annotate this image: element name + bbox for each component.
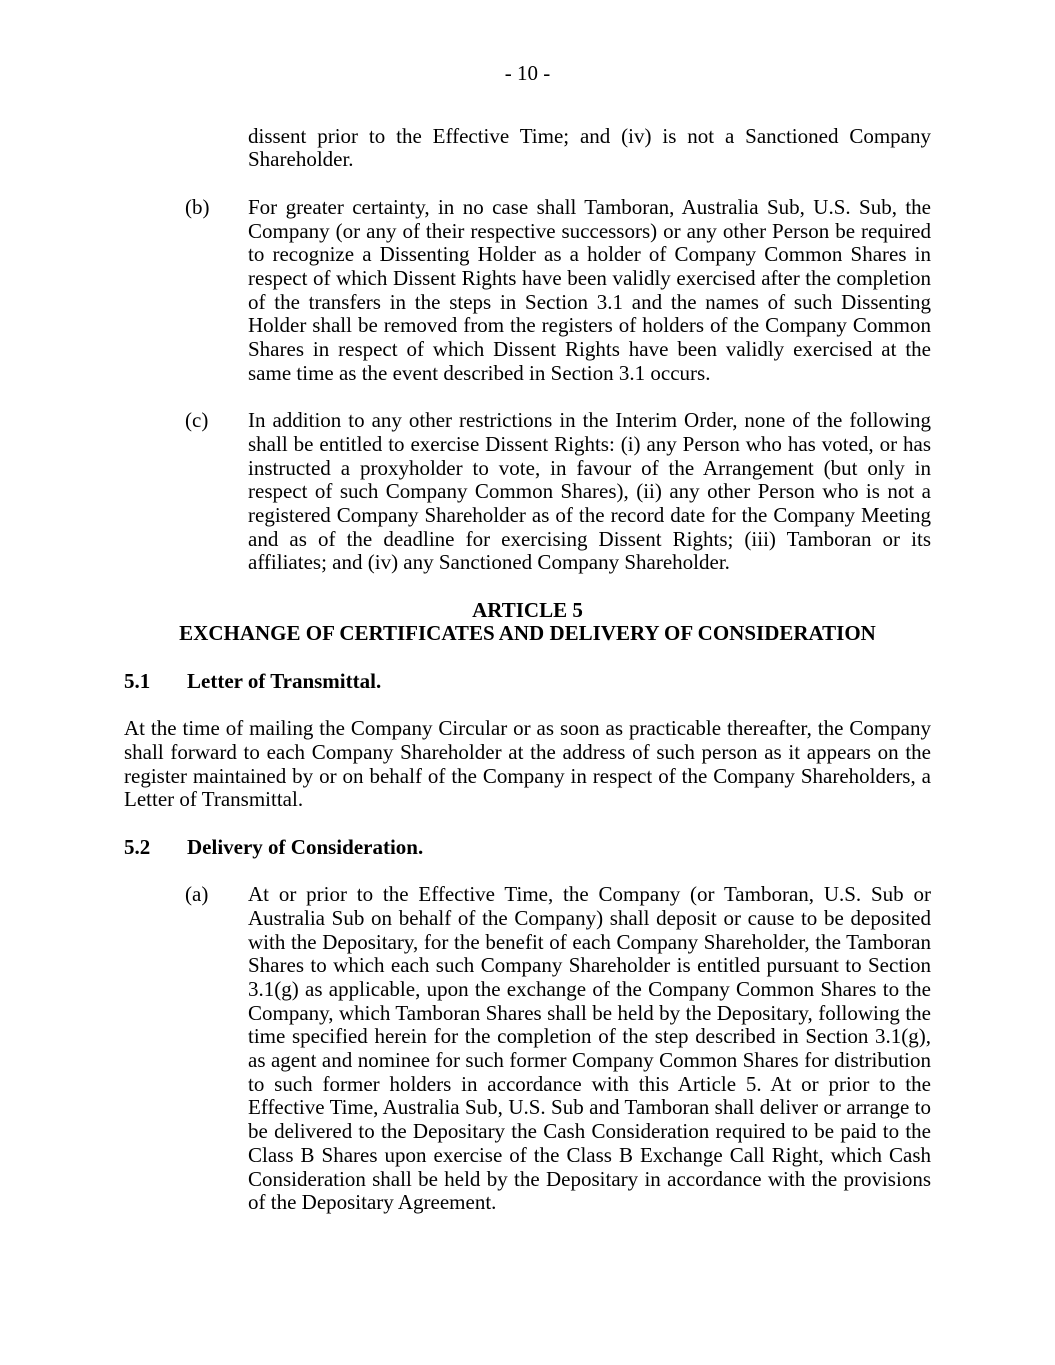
section-5-2-number: 5.2 [124,834,151,859]
section-5-1-heading [124,670,931,694]
clause-c [124,409,931,575]
clause-b-label: (b) [185,194,210,219]
article-5-subtitle: EXCHANGE OF CERTIFICATES AND DELIVERY OF CONSIDERATION [179,621,876,646]
clause-a [124,883,931,1215]
clause-b-text: For greater certainty, in no case shall Tamboran, Australia Sub, U.S. Sub, the Company (or any of their respective successors) or any other Person be required to recognize a Dissenting Holder as a holder of Company Common Shares in respect of which Dissent Rights have been validly exercised after the completion of the transfers in the steps in Section 3.1 and the names of such Dissenting Holder shall be removed from the registers of holders of the Company Common Shares in respect of which Dissent Rights have been validly exercised at the same time as the event described in Section 3.1 occurs. [248,194,931,385]
article-5-title: ARTICLE 5 [472,597,583,622]
section-5-2-title: Delivery of Consideration. [187,834,424,859]
section-5-1-paragraph: At the time of mailing the Company Circular or as soon as practicable thereafter, the Company shall forward to each Company Shareholder at the address of such person as it appears on the register maintained by or on behalf of the Company in respect of the Company Shareholders, a Letter of Transmittal. [124,716,931,812]
article-5-heading [124,599,931,646]
section-5-2-heading [124,836,931,860]
page-number: - 10 - [504,61,551,85]
section-5-1-title: Letter of Transmittal. [187,668,382,693]
clause-c-text: In addition to any other restrictions in the Interim Order, none of the following shall be entitled to exercise Dissent Rights: (i) any Person who has voted, or has instructed a proxyholder to vote, in favour of the Arrangement (but only in respect of such Company Common Shares), (ii) any other Person who is not a registered Company Shareholder as of the record date for the Company Meeting and as of the deadline for exercising Dissent Rights; (iii) Tamboran or its affiliates; and (iv) any Sanctioned Company Shareholder. [248,408,931,575]
section-5-1-number: 5.1 [124,668,151,693]
clause-a-text: At or prior to the Effective Time, the Company (or Tamboran, U.S. Sub or Australia Sub on behalf of the Company) shall deposit or cause to be deposited with the Depositary, for the benefit of each Company Shareholder, the Tamboran Shares to which each such Company Shareholder is entitled pursuant to Section 3.1(g) as applicable, upon the exchange of the Company Common Shares to the Company, which Tamboran Shares shall be held by the Depositary, following the time specified herein for the completion of the step described in Section 3.1(g), as agent and nominee for such former Company Common Shares for distribution to such former holders in accordance with this Article 5. At or prior to the Effective Time, Australia Sub, U.S. Sub and Tamboran shall deliver or arrange to be delivered to the Depositary the Cash Consideration required to be paid to the Class B Shares upon exercise of the Class B Exchange Call Right, which Cash Consideration shall be held by the Depositary in accordance with the provisions of the Depositary Agreement. [248,882,931,1215]
clause-a-label: (a) [185,882,209,907]
paragraph-continuation: dissent prior to the Effective Time; and (iv) is not a Sanctioned Company Shareholder. [248,123,931,172]
clause-b [124,196,931,386]
clause-c-label: (c) [185,408,209,433]
